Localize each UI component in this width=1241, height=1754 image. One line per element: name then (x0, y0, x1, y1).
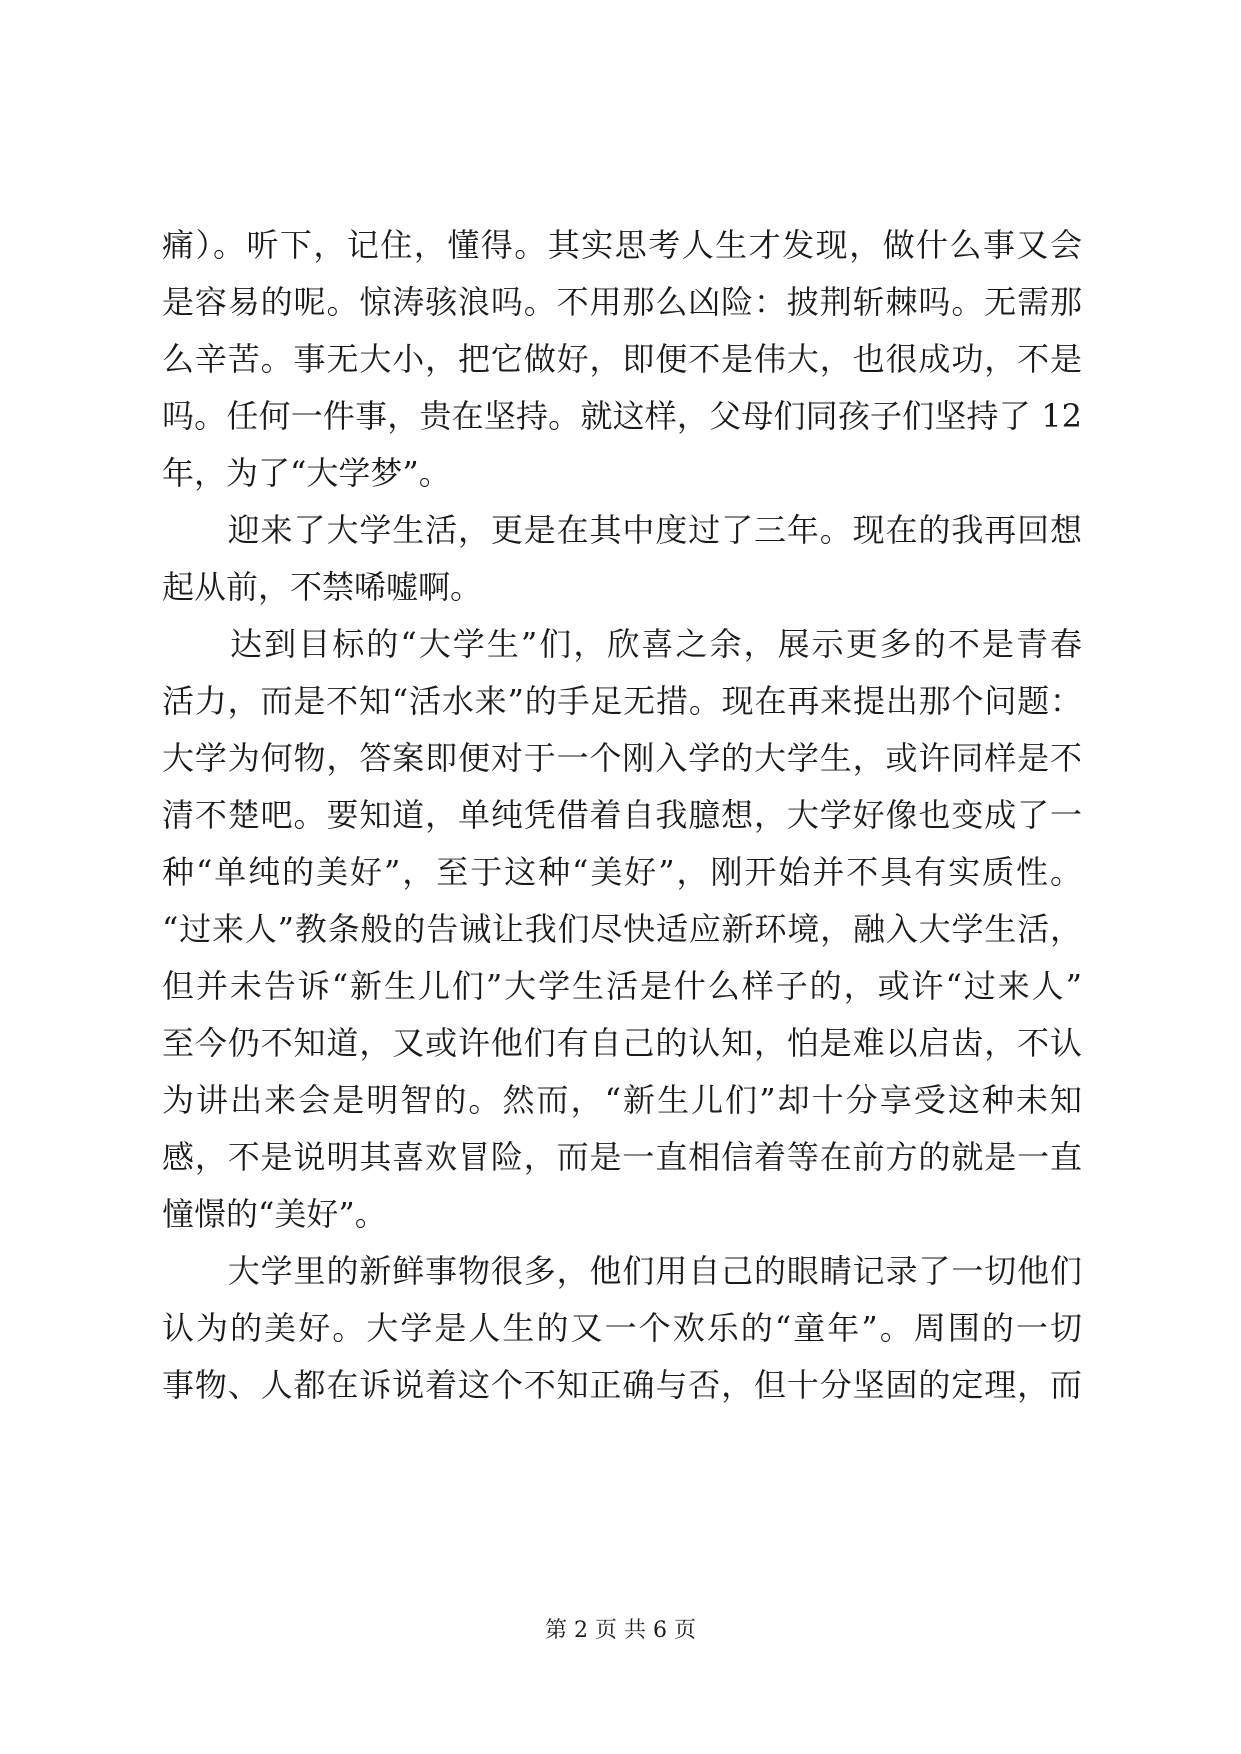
text-line: 是容易的呢。惊涛骇浪吗。不用那么凶险：披荆斩棘吗。无需那 (162, 283, 1082, 321)
text-line: 达到目标的“大学生”们，欣喜之余，展示更多的不是青春 (162, 625, 1082, 663)
text-line: 认为的美好。大学是人生的又一个欢乐的“童年”。周围的一切 (162, 1309, 1082, 1347)
text-line: 憧憬的“美好”。 (162, 1195, 387, 1233)
text-line: 活力，而是不知“活水来”的手足无措。现在再来提出那个问题： (162, 682, 1082, 720)
text-line: 大学为何物，答案即便对于一个刚入学的大学生，或许同样是不 (162, 739, 1082, 777)
text-line: 种“单纯的美好”，至于这种“美好”，刚开始并不具有实质性。 (162, 853, 1082, 891)
text-line: 清不楚吧。要知道，单纯凭借着自我臆想，大学好像也变成了一 (162, 796, 1082, 834)
text-line: 事物、人都在诉说着这个不知正确与否，但十分坚固的定理，而 (162, 1366, 1082, 1404)
text-line: “过来人”教条般的告诫让我们尽快适应新环境，融入大学生活， (162, 910, 1082, 948)
text-line: 大学里的新鲜事物很多，他们用自己的眼睛记录了一切他们 (162, 1252, 1082, 1290)
text-line: 感，不是说明其喜欢冒险，而是一直相信着等在前方的就是一直 (162, 1138, 1082, 1176)
text-line: 但并未告诉“新生儿们”大学生活是什么样子的，或许“过来人” (162, 967, 1082, 1005)
text-line: 么辛苦。事无大小，把它做好，即便不是伟大，也很成功，不是 (162, 340, 1082, 378)
text-line: 年，为了“大学梦”。 (162, 454, 451, 492)
text-line: 吗。任何一件事，贵在坚持。就这样，父母们同孩子们坚持了 12 (162, 397, 1082, 435)
page-number-footer: 第 2 页 共 6 页 (545, 1618, 696, 1643)
text-line: 痛）。听下，记住，懂得。其实思考人生才发现，做什么事又会 (162, 226, 1082, 264)
text-line: 为讲出来会是明智的。然而，“新生儿们”却十分享受这种未知 (162, 1081, 1082, 1119)
text-line: 迎来了大学生活，更是在其中度过了三年。现在的我再回想 (162, 511, 1082, 549)
text-line: 起从前，不禁唏嘘啊。 (162, 568, 483, 606)
text-line: 至今仍不知道，又或许他们有自己的认知，怕是难以启齿，不认 (162, 1024, 1082, 1062)
